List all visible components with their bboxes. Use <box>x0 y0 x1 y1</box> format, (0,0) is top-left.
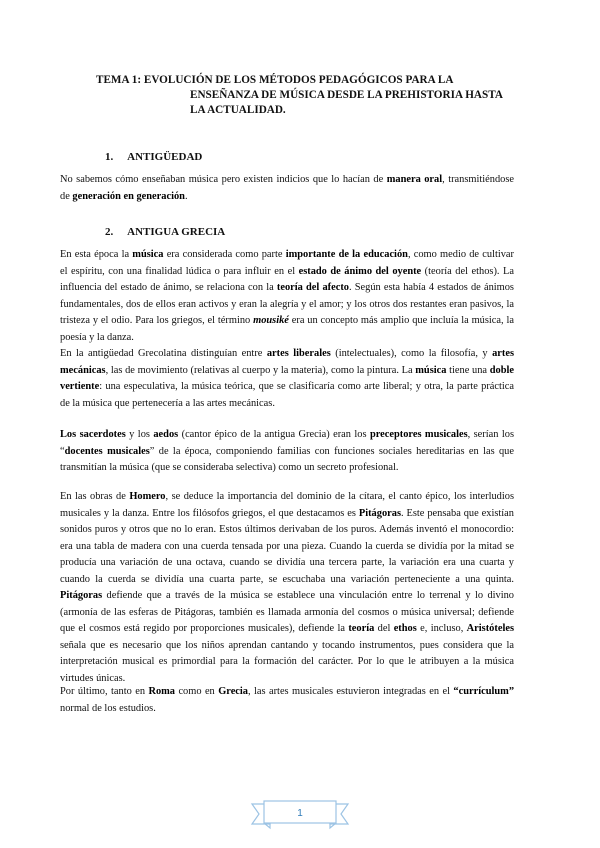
text-run: , serían los “ <box>60 429 514 457</box>
text-run: era un concepto más amplio que incluía la música, la poesía y la danza. <box>60 315 514 343</box>
bold-run: docentes musicales <box>64 445 150 457</box>
paragraph-artes-liberales <box>60 346 514 412</box>
text-run: era considerada como parte <box>163 249 286 260</box>
bold-run: importante de la educación <box>285 249 408 260</box>
bold-run: manera oral <box>386 174 443 185</box>
bold-run: música <box>415 364 447 376</box>
text-run: (intelectuales), como la filosofía, y <box>330 348 493 359</box>
ribbon-folds <box>264 823 336 828</box>
text-run: ” de la época, componiendo familias con funciones sociales hereditarias en las que transmitían la música (que se consideraba selectiva) como un secreto profesional. <box>60 445 514 473</box>
bold-italic-run: mousiké <box>253 315 289 326</box>
section-heading-grecia <box>105 226 225 238</box>
bold-run: Los sacerdotes <box>60 429 126 440</box>
text-run: , transmitiéndose de <box>60 174 515 202</box>
text-run: En las obras de <box>60 491 130 502</box>
paragraph-grecia-educacion <box>60 247 514 346</box>
text-run: como en <box>175 686 219 697</box>
text-run: , como medio de cultivar el espíritu, con una finalidad lúdica o para influir en el <box>60 249 514 277</box>
text-run: En esta época la <box>60 249 133 260</box>
section-number: 1. <box>105 151 114 163</box>
text-run: e, incluso, <box>416 623 467 634</box>
bold-run: preceptores musicales <box>369 429 468 440</box>
bold-run: doble vertiente <box>60 364 514 392</box>
bold-run: artes mecánicas <box>60 348 514 376</box>
section-heading-antiguedad <box>105 151 202 163</box>
text-run: , las de movimiento (relativas al cuerpo y la materia), como la pintura. La <box>105 364 416 376</box>
bold-run: “currículum” <box>453 686 515 697</box>
bold-run: estado de ánimo del oyente <box>298 265 422 277</box>
paragraph-roma-grecia <box>60 684 514 717</box>
text-run: defiende que a través de la música se establece una vinculación entre lo terrenal y lo divino (armonía de las esferas de Pitágoras, también es llamada armonía del cosmos o música universal; defiende que el cosmos está regido por proporciones musicales), defiende la <box>60 590 514 634</box>
section-number: 2. <box>105 226 114 238</box>
text-run: , se deduce la importancia del dominio de la cítara, el canto épico, los interludios musicales y la danza. Entre los filósofos griegos, el que destacamos es <box>60 491 514 519</box>
text-run: (cantor épico de la antigua Grecia) eran los <box>178 429 370 440</box>
text-run: . Según esta había 4 estados de ánimos fundamentales, dos de ellos eran activos y eran la alegría y el amor; y los otros dos restantes eran pasivos, la tristeza y el odio. Para los griegos, el término <box>60 282 514 326</box>
bold-run: ethos <box>393 623 417 634</box>
section-title: ANTIGÜEDAD <box>127 151 203 163</box>
paragraph-sacerdotes-aedos <box>60 427 514 477</box>
page-number: 1 <box>297 808 303 819</box>
title-line-3: LA ACTUALIDAD. <box>190 104 286 116</box>
paragraph-antiguedad <box>60 172 514 205</box>
bold-run: generación en generación <box>72 190 185 202</box>
text-run: Por último, tanto en <box>60 686 149 697</box>
bold-run: música <box>132 249 164 260</box>
text-run: señala que es necesario que los niños aprendan cantando y tocando instrumentos, pues considera que la interpretación musical es primordial para la formación del carácter. Por lo que le atribuyen a la música virtudes únicas. <box>60 639 514 684</box>
paragraph-homero-pitagoras <box>60 489 514 687</box>
bold-run: Homero <box>129 491 166 502</box>
text-run: (teoría del ethos). La influencia del estado de ánimo, se relaciona con la <box>60 265 514 293</box>
bold-run: Aristóteles <box>466 623 514 634</box>
text-run: , las artes musicales estuvieron integradas en el <box>248 686 454 697</box>
title-line-2: ENSEÑANZA DE MÚSICA DESDE LA PREHISTORIA HASTA <box>190 89 503 101</box>
text-run: No sabemos cómo enseñaban música pero existen indicios que lo hacían de <box>60 174 387 185</box>
bold-run: teoría del afecto <box>276 282 349 293</box>
bold-run: artes liberales <box>266 348 331 359</box>
bold-run: Grecia <box>218 686 248 697</box>
text-run: . <box>184 190 188 202</box>
title-line-1: TEMA 1: EVOLUCIÓN DE LOS MÉTODOS PEDAGÓGICOS PARA LA <box>96 74 454 86</box>
page-footer <box>250 800 350 830</box>
text-run: tiene una <box>446 364 490 376</box>
text-run: En la antigüedad Grecolatina distinguían entre <box>60 348 267 359</box>
text-run: normal de los estudios. <box>60 702 156 714</box>
bold-run: Pitágoras <box>60 590 103 601</box>
section-title: ANTIGUA GRECIA <box>127 226 226 238</box>
text-run: . Este pensaba que existían sonidos puros y otros que no lo eran. Estos últimos derivaban de los puros. Además inventó el monocordio: era una tabla de madera con una cuerda tensada por una pieza. Cuando la cuerda se dividía por la mitad se producía una variación de una octava, cuando se dividía una tercera parte, la variación era una cuarta y cuando la cuerda se dividía una cuarta parte, se escuchaba una variación perteneciente a una quinta. <box>60 507 514 585</box>
bold-run: teoría <box>348 623 375 634</box>
text-run: y los <box>125 429 154 440</box>
bold-run: aedos <box>153 429 179 440</box>
bold-run: Pitágoras <box>358 507 401 519</box>
text-run: del <box>374 623 394 634</box>
text-run: : una especulativa, la música teórica, que se clasificaría como arte liberal; y otra, la parte práctica de la música que pertenecería a las artes mecánicas. <box>60 381 514 409</box>
bold-run: Roma <box>148 686 176 697</box>
document-title <box>96 73 516 118</box>
